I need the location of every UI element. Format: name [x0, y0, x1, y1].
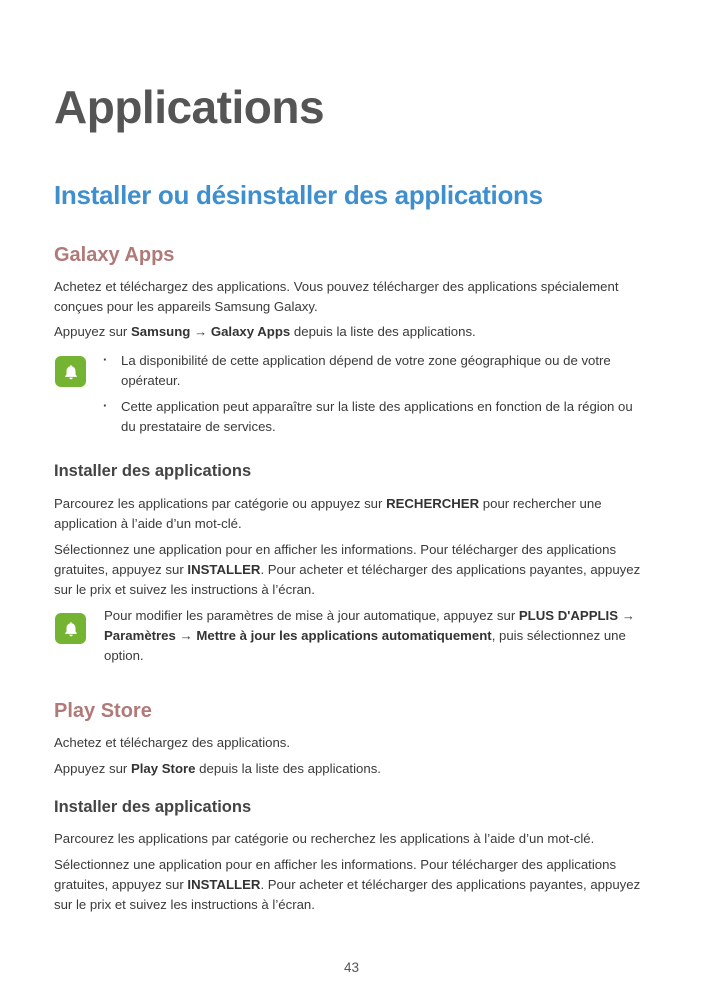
search-label: RECHERCHER: [386, 496, 480, 511]
play-install-p2: Sélectionnez une application pour en afficher les informations. Pour télécharger des applications gratuites, appuyez sur INSTALLER. Pour acheter et télécharger des applications payantes, appuyez sur le prix et suivez les instructions à l’écran.: [54, 857, 641, 912]
galaxy-path-samsung: Samsung: [130, 324, 191, 339]
play-install-heading: Installer des applications: [54, 798, 252, 816]
galaxy-notes-list: [101, 351, 646, 443]
play-store-label: Play Store: [130, 761, 196, 776]
list-item: · Cette application peut apparaître sur la liste des applications en fonction de la région ou du prestataire de services.: [101, 397, 646, 437]
bell-icon: [55, 356, 86, 387]
list-item: · La disponibilité de cette application dépend de votre zone géographique ou de votre opérateur.: [101, 351, 646, 391]
section-title: Installer ou désinstaller des applications: [54, 180, 543, 210]
settings-label: Paramètres: [104, 628, 176, 643]
install-label: INSTALLER: [187, 562, 261, 577]
bell-icon: [55, 613, 86, 644]
page-number: 43: [343, 960, 360, 975]
galaxy-install-p1: Parcourez les applications par catégorie ou appuyez sur RECHERCHER pour rechercher une application à l’aide d’un mot-clé.: [54, 496, 602, 531]
chapter-title: Applications: [54, 81, 325, 133]
play-store-title: Play Store: [54, 700, 152, 722]
more-apps-label: PLUS D'APPLIS: [518, 608, 619, 623]
galaxy-install-heading: Installer des applications: [54, 462, 252, 480]
auto-update-label: Mettre à jour les applications automatiquement: [196, 628, 492, 643]
play-intro: Achetez et téléchargez des applications.: [54, 735, 291, 750]
play-install-p1: Parcourez les applications par catégorie ou recherchez les applications à l’aide d’un mot-clé.: [54, 831, 595, 846]
install-label: INSTALLER: [187, 877, 261, 892]
play-open-instructions: Appuyez sur Play Store depuis la liste des applications.: [54, 761, 381, 776]
galaxy-apps-title: Galaxy Apps: [54, 244, 175, 266]
galaxy-open-instructions: Appuyez sur Samsung → Galaxy Apps depuis la liste des applications.: [54, 324, 476, 339]
galaxy-path-galaxy-apps: Galaxy Apps: [210, 324, 291, 339]
galaxy-install-p2: Sélectionnez une application pour en afficher les informations. Pour télécharger des applications gratuites, appuyez sur INSTALLER. Pour acheter et télécharger des applications payantes, appuyez sur le prix et suivez les instructions à l’écran.: [54, 542, 641, 597]
auto-update-note: Pour modifier les paramètres de mise à jour automatique, appuyez sur PLUS D'APPLIS → Paramètres → Mettre à jour les applications automatiquement, puis sélectionnez une option.: [104, 608, 635, 663]
galaxy-intro: Achetez et téléchargez des applications. Vous pouvez télécharger des applications spécialement conçues pour les appareils Samsung Galaxy.: [54, 279, 619, 314]
